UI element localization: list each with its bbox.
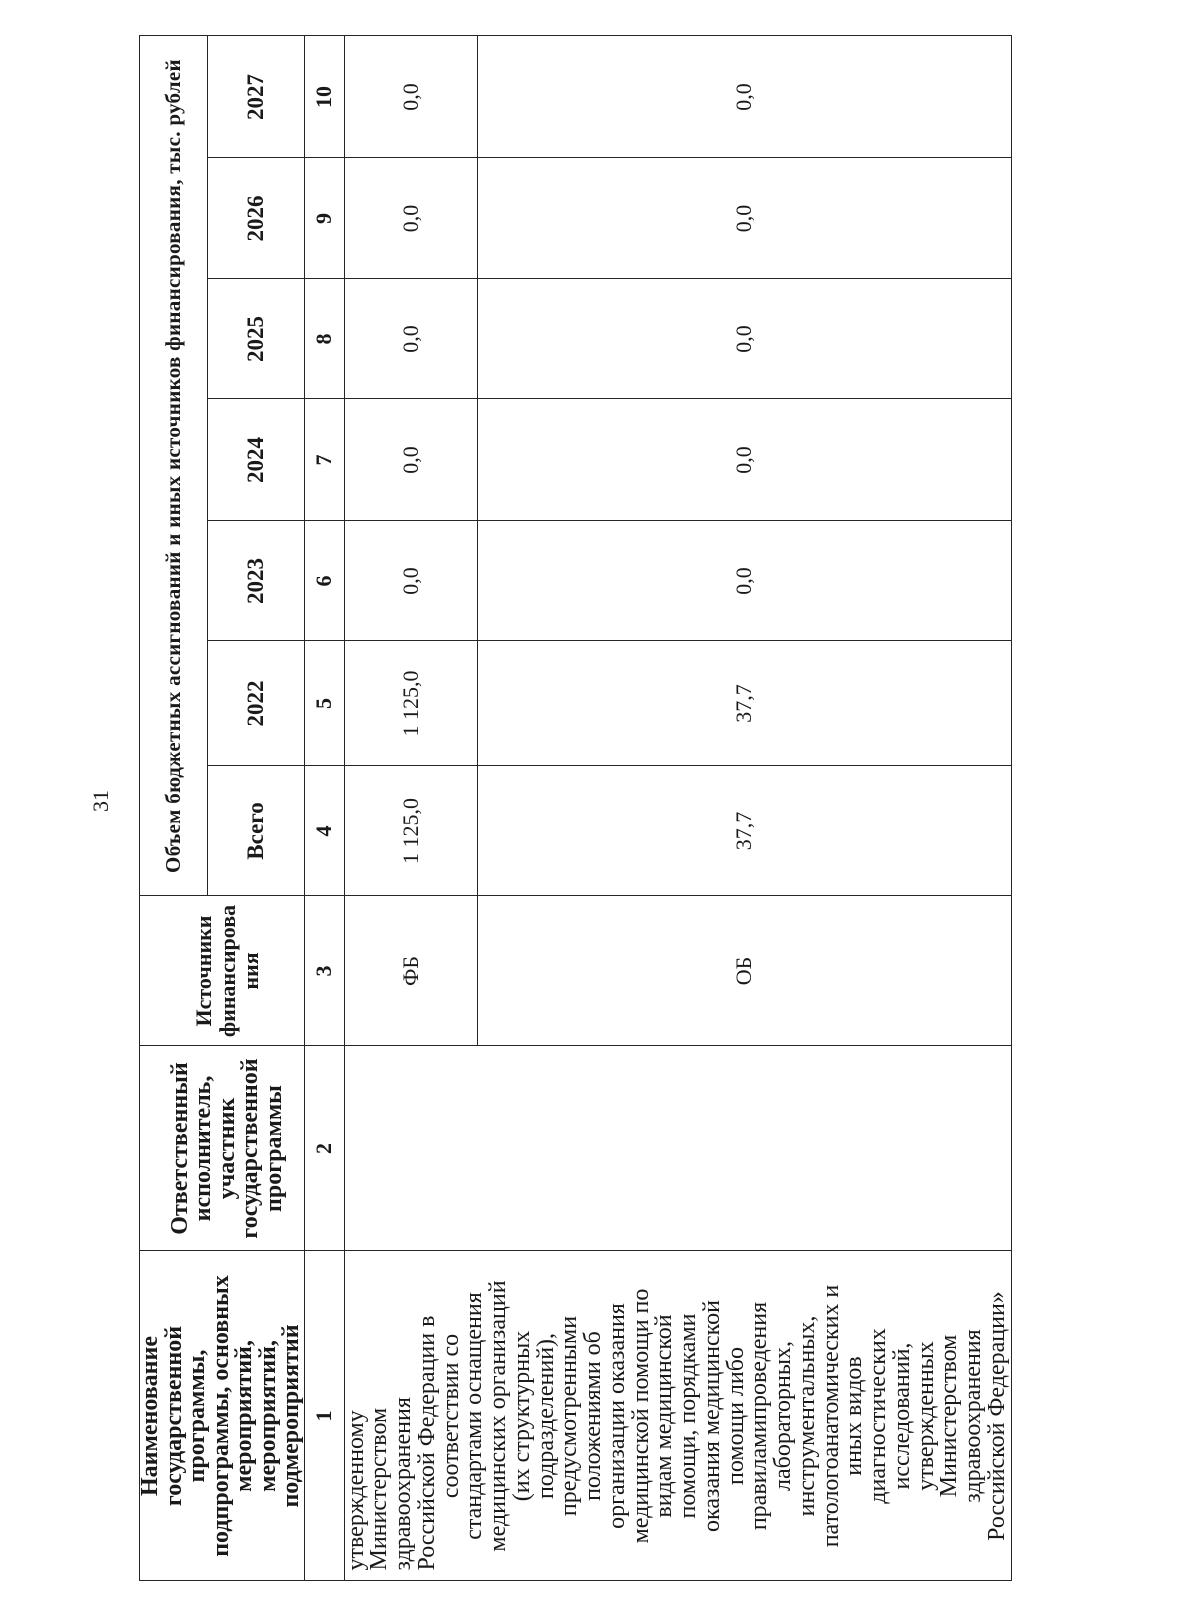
name-line: Российской Федерации» <box>983 1291 1010 1541</box>
header-cell-year-2027: 2027 <box>208 36 305 158</box>
name-line: лабораторных, <box>770 1341 796 1492</box>
value-cell-2027: 0,0 <box>478 36 1012 158</box>
name-line: оказания медицинской <box>698 1300 725 1532</box>
column-number-cell: 1 <box>305 1251 345 1581</box>
header-line: Источники <box>191 915 217 1027</box>
name-line: утвержденных <box>912 1341 939 1491</box>
value-cell-2023: 0,0 <box>345 521 478 641</box>
name-line: положениями об <box>580 1331 606 1501</box>
name-line: инструментальных, <box>793 1315 820 1517</box>
header-line: подпрограммы, основных <box>207 1275 234 1557</box>
header-line: государственной <box>160 1325 187 1507</box>
name-line: медицинской помощи по <box>627 1288 654 1544</box>
funding-source-cell: ОБ <box>478 896 1012 1046</box>
value-cell-2022: 1 125,0 <box>345 641 478 766</box>
value-cell-total: 1 125,0 <box>345 766 478 896</box>
column-number-cell: 2 <box>305 1046 345 1251</box>
page-number: 31 <box>88 790 113 812</box>
value-cell-2024: 0,0 <box>478 399 1012 521</box>
name-line: (их структурных <box>508 1330 535 1502</box>
name-line: соответствии со <box>437 1333 464 1499</box>
header-line: Наименование <box>137 1336 164 1496</box>
name-line: здравоохранения <box>960 1329 986 1503</box>
header-cell-funding-volume: Объем бюджетных ассигнований и иных источников финансирования, тыс. рублей <box>140 36 208 896</box>
name-line: диагностических <box>865 1328 891 1504</box>
name-line: организации оказания <box>603 1303 630 1529</box>
header-cell-year-2026: 2026 <box>208 158 305 279</box>
name-line: утвержденному <box>342 1410 369 1571</box>
value-cell-2022: 37,7 <box>478 641 1012 766</box>
name-line: иных видов <box>841 1356 868 1476</box>
name-line: медицинских организаций <box>485 1280 511 1552</box>
header-line: Ответственный <box>166 1062 193 1235</box>
name-line: патологоанатомических и <box>817 1284 844 1548</box>
financing-table <box>139 36 1012 1582</box>
header-cell-program-name <box>137 1251 305 1581</box>
column-number-cell: 9 <box>305 158 345 279</box>
header-cell-executor <box>140 1046 305 1251</box>
column-number-cell: 5 <box>305 641 345 766</box>
column-number-cell: 6 <box>305 521 345 641</box>
name-line: видам медицинской <box>651 1314 678 1518</box>
name-line: правиламипроведения <box>746 1301 773 1531</box>
value-cell-total: 37,7 <box>478 766 1012 896</box>
name-line: стандартами оснащения <box>461 1292 488 1540</box>
activity-name-cell <box>342 1251 1012 1581</box>
column-number-cell: 7 <box>305 399 345 521</box>
name-line: помощи, порядками <box>675 1313 701 1519</box>
value-cell-2025: 0,0 <box>478 279 1012 399</box>
header-cell-year-2022: 2022 <box>208 641 305 766</box>
value-cell-2023: 0,0 <box>478 521 1012 641</box>
column-number-cell: 8 <box>305 279 345 399</box>
header-line: государственной <box>237 1058 264 1239</box>
column-number-cell: 3 <box>305 896 345 1046</box>
header-line: программы, <box>184 1349 211 1483</box>
header-line: финансирова <box>214 904 240 1038</box>
name-line: Министерством <box>366 1407 393 1571</box>
name-line: исследований, <box>888 1342 915 1490</box>
name-line: помощи либо <box>722 1347 749 1485</box>
header-line: мероприятий, <box>231 1340 258 1492</box>
funding-source-cell: ФБ <box>345 896 478 1046</box>
name-line: Российской Федерации в <box>413 1315 440 1571</box>
executor-cell <box>345 1046 1012 1251</box>
name-line: Министерством <box>936 1334 963 1498</box>
header-line: программы <box>260 1085 287 1212</box>
header-cell-year-2024: 2024 <box>208 399 305 521</box>
header-line: исполнитель, <box>190 1075 217 1222</box>
header-cell-year-2025: 2025 <box>208 279 305 399</box>
header-line: подмероприятий <box>278 1324 305 1508</box>
header-line: мероприятий, <box>254 1340 281 1492</box>
header-cell-total: Всего <box>208 766 305 896</box>
header-cell-funding-sources <box>140 896 305 1046</box>
header-line: ния <box>238 952 264 990</box>
value-cell-2024: 0,0 <box>345 399 478 521</box>
name-line: предусмотренными <box>556 1315 583 1517</box>
column-number-cell: 4 <box>305 766 345 896</box>
column-number-cell: 10 <box>305 36 345 158</box>
value-cell-2026: 0,0 <box>345 158 478 279</box>
value-cell-2027: 0,0 <box>345 36 478 158</box>
name-line: подразделений), <box>532 1332 559 1500</box>
name-line: здравоохранения <box>390 1397 416 1571</box>
header-cell-year-2023: 2023 <box>208 521 305 641</box>
value-cell-2025: 0,0 <box>345 279 478 399</box>
header-line: участник <box>213 1097 240 1200</box>
value-cell-2026: 0,0 <box>478 158 1012 279</box>
